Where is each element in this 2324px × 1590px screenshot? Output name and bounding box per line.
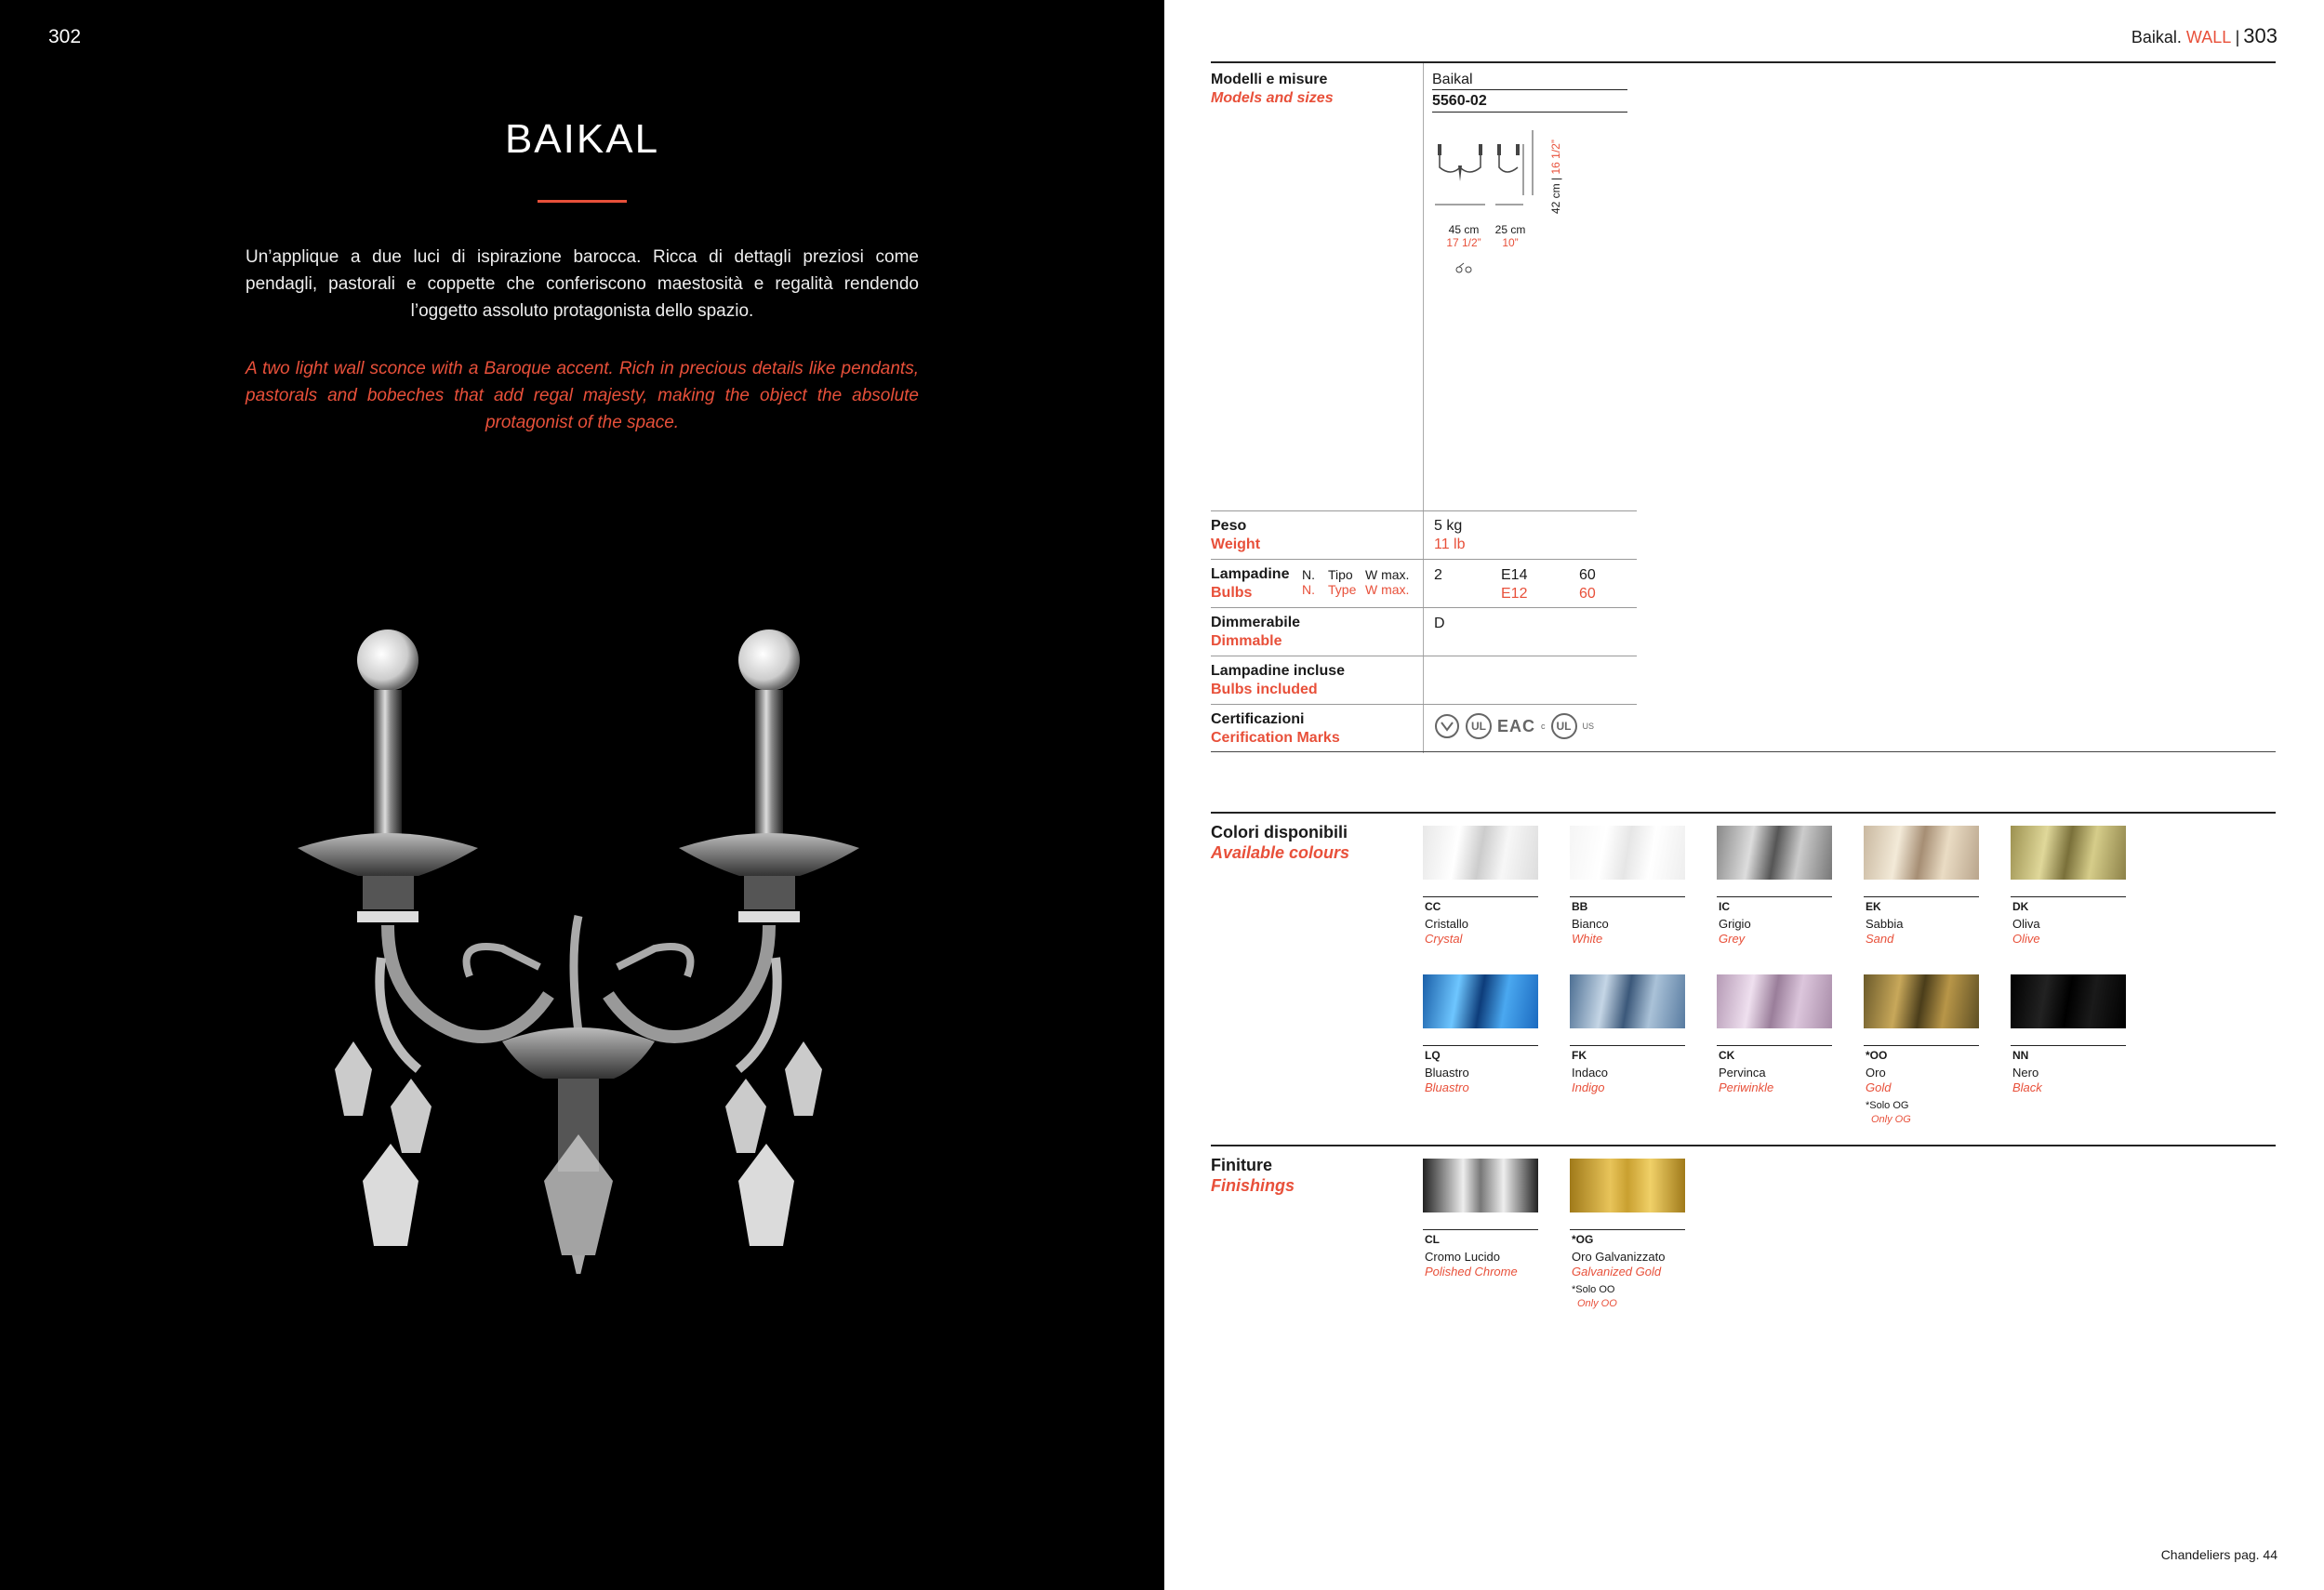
eac-mark-icon: EAC xyxy=(1497,716,1536,735)
wall-sconce-image xyxy=(270,604,902,1274)
colour-oo-swatch xyxy=(1864,974,1979,1028)
model-code-rule xyxy=(1432,112,1627,113)
colour-ck-rule xyxy=(1717,1045,1832,1046)
colour-bb-code: BB xyxy=(1572,900,1588,913)
bulbs-w-en: 60 xyxy=(1579,586,1596,602)
dimmable-value: D xyxy=(1434,616,1445,631)
colour-ck-name: Pervinca Periwinkle xyxy=(1719,1066,1774,1094)
finish-og-swatch xyxy=(1570,1159,1685,1212)
cert-marks: UL EAC c UL US xyxy=(1434,712,1594,740)
column-divider xyxy=(1423,63,1424,753)
header-category: WALL xyxy=(2185,28,2231,46)
bulbs-label: Lampadine Bulbs xyxy=(1211,566,1290,601)
colour-ck-swatch xyxy=(1717,974,1832,1028)
header-separator: | xyxy=(2235,28,2240,46)
colour-dk-swatch xyxy=(2011,826,2126,880)
colour-ek-name: Sabbia Sand xyxy=(1866,917,1904,946)
specs-bottom-rule xyxy=(1211,751,2276,752)
colour-lq-swatch xyxy=(1423,974,1538,1028)
finish-cl-name: Cromo Lucido Polished Chrome xyxy=(1425,1250,1518,1279)
top-rule xyxy=(1211,61,2276,63)
models-label: Modelli e misure Models and sizes xyxy=(1211,72,1334,106)
colour-fk-rule xyxy=(1570,1045,1685,1046)
colour-oo-rule xyxy=(1864,1045,1979,1046)
mounting-icon xyxy=(1454,262,1473,273)
product-title: BAIKAL xyxy=(504,116,660,162)
finish-og-rule xyxy=(1570,1229,1685,1230)
colour-lq-name: Bluastro Bluastro xyxy=(1425,1066,1469,1094)
page-number-left: 302 xyxy=(48,26,82,47)
colour-nn-rule xyxy=(2011,1045,2126,1046)
finishes-top-rule xyxy=(1211,1145,2276,1146)
bulbs-col-w: W max. W max. xyxy=(1365,567,1410,597)
description-italian: Un’applique a due luci di ispirazione barocca. Ricca di dettagli preziosi come pendagli, pastorali e coppette che conferiscono maestosità e regalità rendendo l’oggetto assoluto protagonista dello spazio. xyxy=(246,247,919,321)
finishes-label: Finiture Finishings xyxy=(1211,1156,1295,1195)
colour-ic-rule xyxy=(1717,896,1832,897)
finish-cl-swatch xyxy=(1423,1159,1538,1212)
model-code: 5560-02 xyxy=(1432,93,1487,109)
weight-kg: 5 kg xyxy=(1434,518,1463,534)
page-number-right: 303 xyxy=(2243,24,2278,47)
colour-ic-swatch xyxy=(1717,826,1832,880)
row-rule xyxy=(1211,607,1637,608)
certs-label: Certificazioni Cerification Marks xyxy=(1211,711,1340,746)
colour-bb-rule xyxy=(1570,896,1685,897)
colour-ek-rule xyxy=(1864,896,1979,897)
row-rule xyxy=(1211,559,1637,560)
colour-cc-code: CC xyxy=(1425,900,1441,913)
page-header xyxy=(2131,24,2278,48)
bulbs-n: 2 xyxy=(1434,567,1442,583)
colour-nn-name: Nero Black xyxy=(2012,1066,2042,1094)
colour-ek-swatch xyxy=(1864,826,1979,880)
colour-bb-name: Bianco White xyxy=(1572,917,1609,946)
colour-ck-code: CK xyxy=(1719,1049,1735,1062)
bulbs-col-type: Tipo Type xyxy=(1328,567,1357,597)
colour-oo-code: *OO xyxy=(1866,1049,1888,1062)
colours-label: Colori disponibili Available colours xyxy=(1211,823,1350,862)
weight-lb: 11 lb xyxy=(1434,537,1466,552)
cert-mark-1-icon xyxy=(1434,713,1460,739)
bulbs-col-n: N. N. xyxy=(1302,567,1315,597)
model-name: Baikal xyxy=(1432,72,1473,87)
finish-og-code: *OG xyxy=(1572,1233,1594,1246)
colour-cc-name: Cristallo Crystal xyxy=(1425,917,1468,946)
depth-label: 25 cm 10” xyxy=(1494,223,1526,249)
row-rule xyxy=(1211,704,1637,705)
bulbs-type-en: E12 xyxy=(1501,586,1528,602)
description-english: A two light wall sconce with a Baroque accent. Rich in precious details like pendants, pastorals and bobeches that add regal majesty, making the object the absolute protagonist of the space. xyxy=(246,359,919,432)
finish-og-name: Oro Galvanizzato Galvanized Gold xyxy=(1572,1250,1666,1279)
colour-ic-name: Grigio Grey xyxy=(1719,917,1751,946)
colour-nn-code: NN xyxy=(2012,1049,2029,1062)
weight-label: Peso Weight xyxy=(1211,518,1261,552)
model-rule xyxy=(1432,89,1627,90)
colour-nn-swatch xyxy=(2011,974,2126,1028)
colour-lq-rule xyxy=(1423,1045,1538,1046)
finish-cl-rule xyxy=(1423,1229,1538,1230)
title-underline xyxy=(538,200,627,203)
colour-fk-code: FK xyxy=(1572,1049,1587,1062)
header-product: Baikal. xyxy=(2131,28,2182,46)
included-label: Lampadine incluse Bulbs included xyxy=(1211,663,1346,697)
bulbs-w-it: 60 xyxy=(1579,567,1596,583)
row-rule xyxy=(1211,510,1637,511)
colour-lq-code: LQ xyxy=(1425,1049,1441,1062)
colour-ek-code: EK xyxy=(1866,900,1881,913)
colour-dk-rule xyxy=(2011,896,2126,897)
dimmable-label: Dimmerabile Dimmable xyxy=(1211,615,1301,649)
colour-bb-swatch xyxy=(1570,826,1685,880)
colour-cc-swatch xyxy=(1423,826,1538,880)
colour-cc-rule xyxy=(1423,896,1538,897)
colour-dk-code: DK xyxy=(2012,900,2029,913)
width-label: 45 cm 17 1/2” xyxy=(1446,223,1481,249)
colour-oo-note: *Solo OG Only OG xyxy=(1866,1100,1911,1125)
colours-top-rule xyxy=(1211,812,2276,814)
bulbs-type-it: E14 xyxy=(1501,567,1528,583)
colour-dk-name: Oliva Olive xyxy=(2012,917,2040,946)
finish-og-note: *Solo OO Only OO xyxy=(1572,1284,1617,1309)
height-label: 42 cm | 16 1/2” xyxy=(1549,139,1562,214)
footer-reference: Chandeliers pag. 44 xyxy=(2160,1547,2278,1562)
colour-oo-name: Oro Gold xyxy=(1866,1066,1892,1094)
colour-fk-name: Indaco Indigo xyxy=(1572,1066,1609,1094)
right-page xyxy=(1164,0,2324,1590)
colour-fk-swatch xyxy=(1570,974,1685,1028)
finish-cl-code: CL xyxy=(1425,1233,1440,1246)
cul-mark-icon: UL xyxy=(1551,713,1577,739)
ul-mark-icon: UL xyxy=(1466,713,1492,739)
colour-ic-code: IC xyxy=(1719,900,1730,913)
